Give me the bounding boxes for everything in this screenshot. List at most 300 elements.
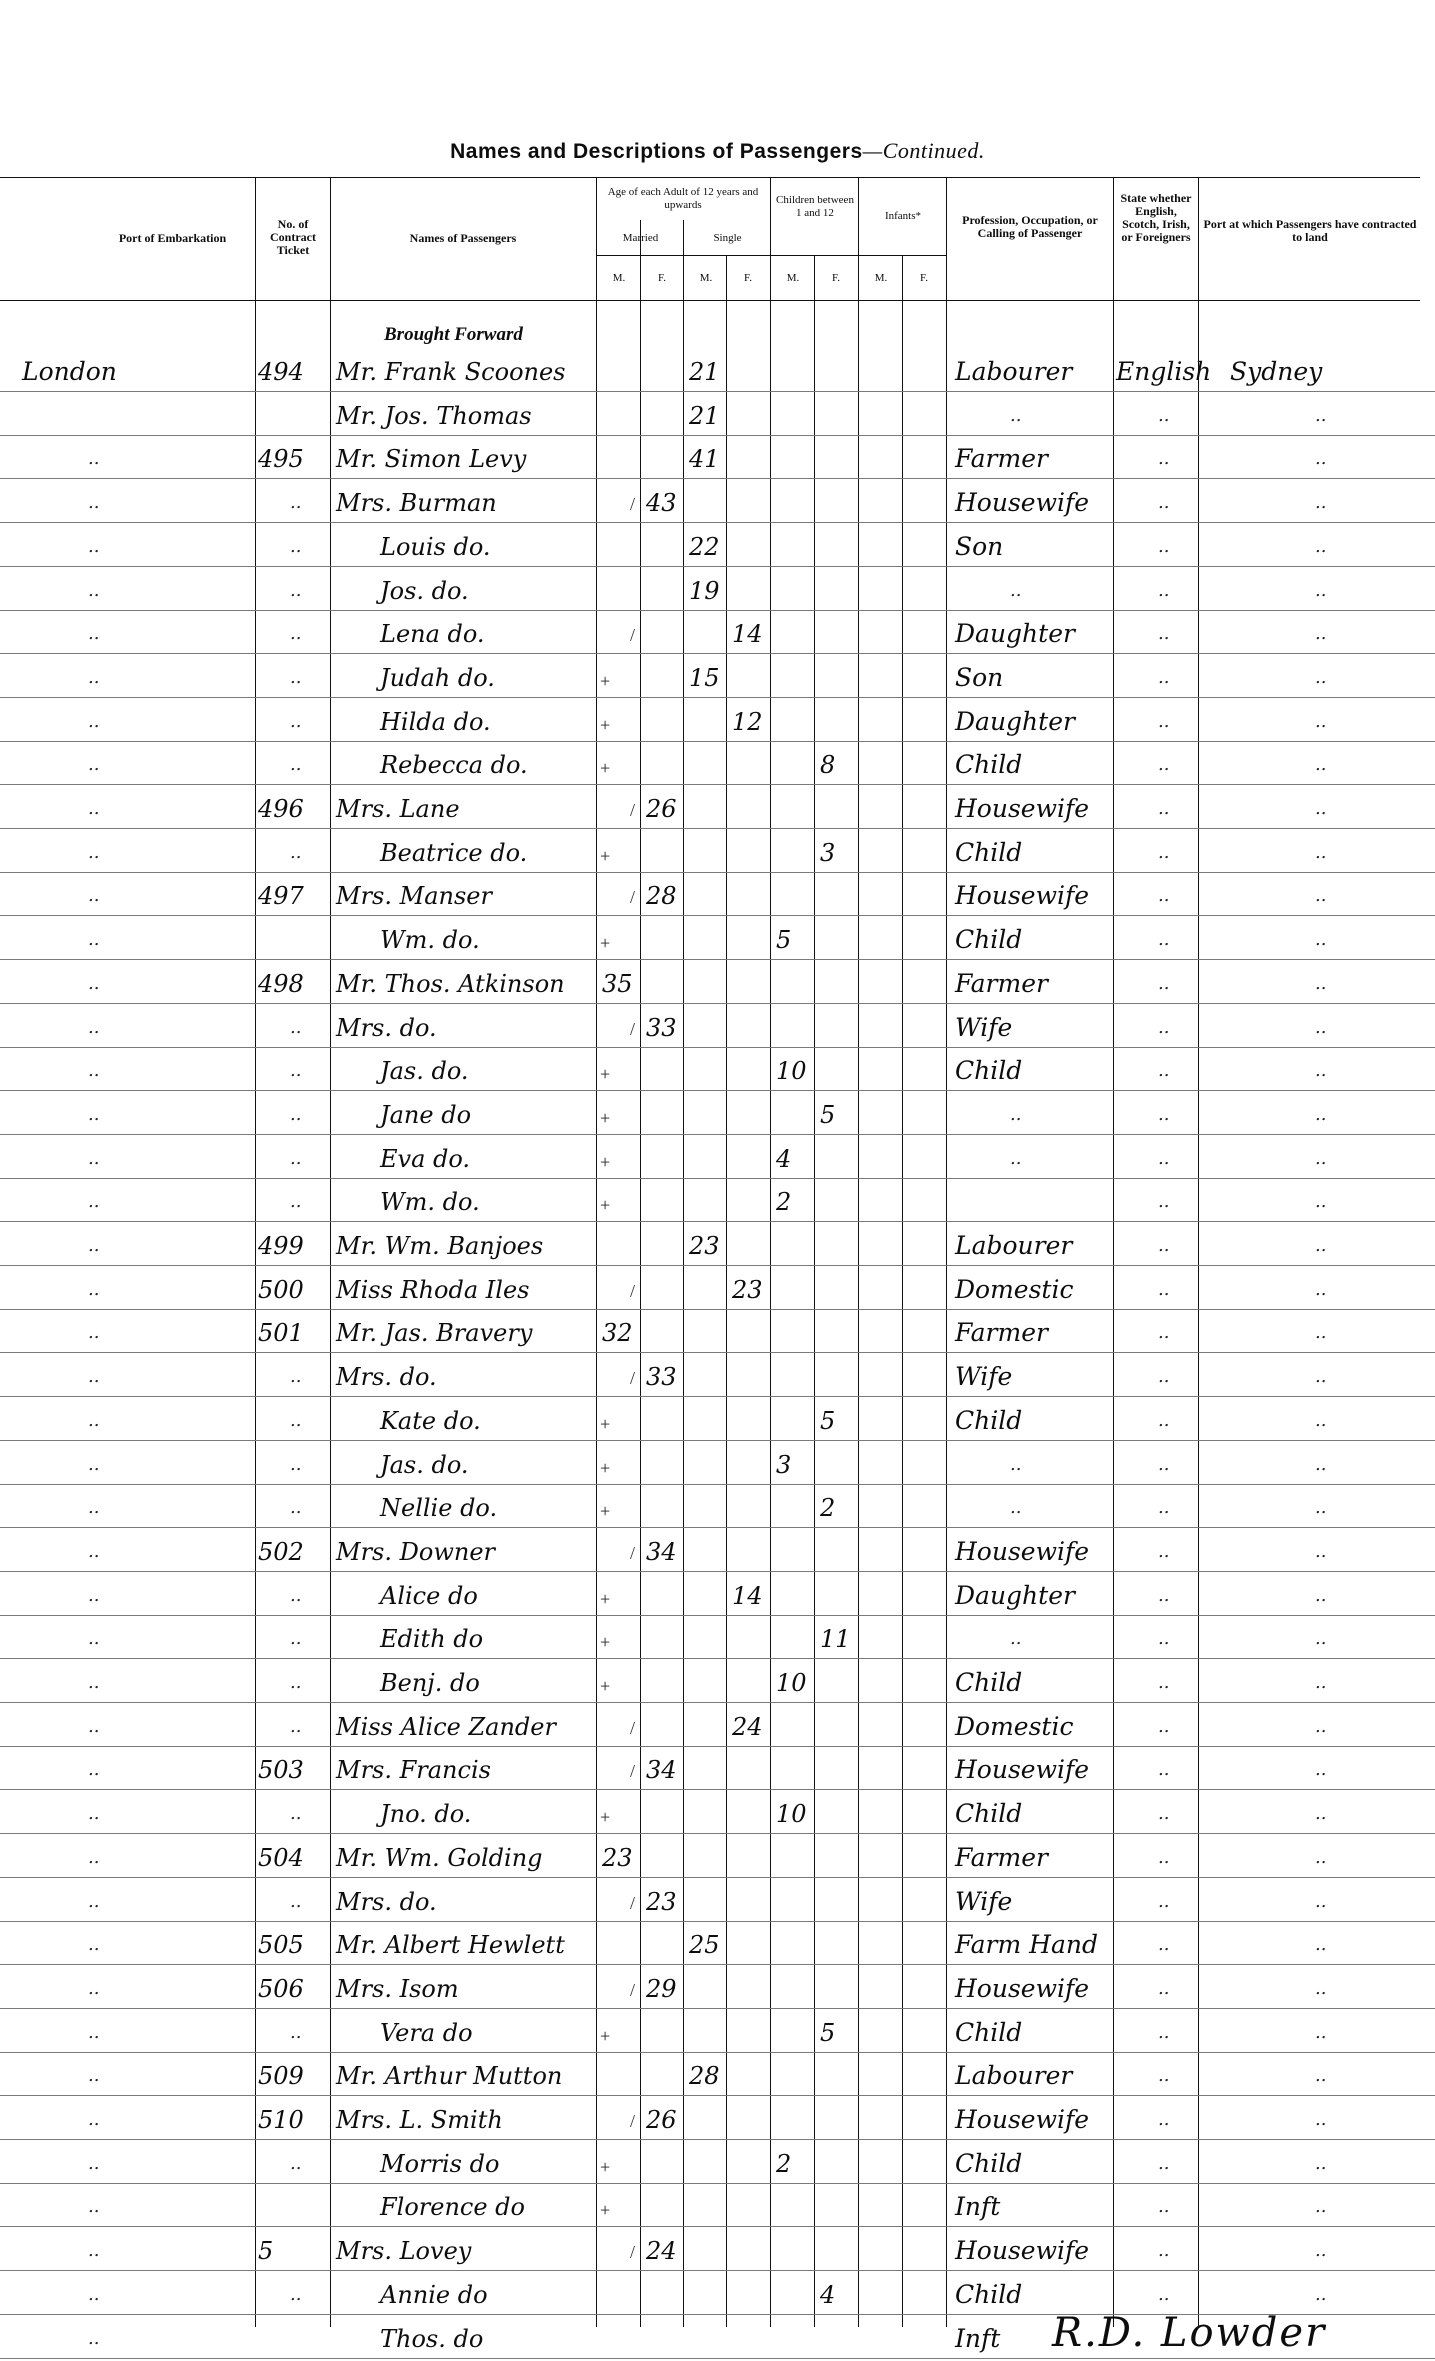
passenger-name-cell: Lena do.: [380, 620, 485, 649]
port-embarkation-cell: ..: [88, 2021, 100, 2043]
cross-mark: +: [600, 1413, 611, 1434]
contract-ticket-cell: 498: [258, 969, 304, 998]
port-land-cell: ..: [1315, 1235, 1327, 1256]
port-land-cell: ..: [1315, 2065, 1327, 2087]
occupation-cell: Housewife: [955, 881, 1090, 911]
state-cell: ..: [1158, 1191, 1170, 1213]
passenger-name-cell: Hilda do.: [380, 707, 491, 736]
document-title: [0, 138, 1435, 164]
port-embarkation-cell: ..: [88, 2152, 100, 2174]
passenger-name-cell: Thos. do: [380, 2324, 484, 2353]
port-land-cell: Sydney: [1230, 357, 1323, 386]
passenger-name-cell: Edith do: [380, 1625, 484, 1654]
port-embarkation-cell: ..: [88, 1497, 100, 1519]
occupation-cell: Child: [955, 1668, 1023, 1697]
passenger-name-cell: Rebecca do.: [380, 751, 528, 780]
row-rule: [0, 1484, 1435, 1485]
contract-ticket-cell: ..: [290, 579, 302, 601]
state-cell: ..: [1158, 1497, 1170, 1519]
contract-ticket-cell: 495: [258, 445, 304, 474]
state-cell: ..: [1158, 1453, 1170, 1475]
occupation-cell: Farmer: [955, 444, 1048, 474]
age-cell: 34: [646, 1537, 677, 1566]
state-cell: ..: [1158, 2109, 1170, 2130]
port-land-cell: ..: [1315, 448, 1327, 470]
port-embarkation-cell: ..: [88, 1366, 100, 1388]
contract-ticket-cell: 497: [258, 882, 304, 911]
header-bottom-rule: [0, 300, 1420, 301]
row-rule: [0, 478, 1435, 479]
port-land-cell: ..: [1315, 1366, 1327, 1388]
contract-ticket-cell: ..: [290, 1890, 302, 1912]
age-cell: 19: [689, 576, 720, 605]
cross-mark: +: [600, 845, 611, 866]
occupation-cell: Child: [955, 1799, 1023, 1829]
state-cell: ..: [1158, 1060, 1170, 1082]
header-married-m: M.: [612, 272, 626, 284]
col-divider-occupation: [946, 177, 947, 2327]
port-embarkation-cell: ..: [88, 929, 100, 951]
state-cell: ..: [1158, 1672, 1170, 1693]
cross-mark: +: [600, 1195, 611, 1216]
port-land-cell: ..: [1315, 841, 1327, 863]
port-embarkation-cell: ..: [88, 1628, 100, 1650]
state-cell: ..: [1158, 1103, 1170, 1125]
passenger-name-cell: Benj. do: [380, 1669, 480, 1697]
occupation-cell: Child: [955, 2017, 1023, 2047]
age-cell: 23: [689, 1232, 720, 1260]
col-divider-single-m: [683, 220, 684, 2327]
port-embarkation-cell: ..: [88, 1235, 100, 1256]
occupation-cell: Wife: [955, 1012, 1013, 1042]
port-embarkation-cell: ..: [88, 1584, 100, 1606]
row-rule: [0, 2052, 1435, 2053]
port-embarkation-cell: ..: [88, 448, 100, 470]
occupation-cell: Child: [955, 2279, 1023, 2309]
tick-mark: /: [630, 800, 636, 820]
contract-ticket-cell: ..: [290, 1715, 302, 1737]
port-embarkation-cell: ..: [88, 1191, 100, 1213]
row-rule: [0, 1527, 1435, 1528]
port-embarkation-cell: ..: [88, 1060, 100, 1082]
state-cell: ..: [1158, 1715, 1170, 1737]
age-cell: 32: [602, 1319, 633, 1348]
tick-mark: /: [630, 494, 636, 515]
contract-ticket-cell: 506: [258, 1974, 304, 2003]
age-cell: 4: [820, 2280, 836, 2309]
passenger-name-cell: Mr. Wm. Banjoes: [336, 1232, 544, 1260]
row-rule: [0, 1571, 1435, 1572]
state-cell: ..: [1158, 623, 1170, 645]
occupation-cell: ..: [1010, 1453, 1022, 1475]
port-embarkation-cell: ..: [88, 885, 100, 907]
passenger-name-cell: Mrs. Francis: [336, 1756, 491, 1785]
passenger-name-cell: Mr. Arthur Mutton: [336, 2062, 563, 2091]
passenger-name-cell: Miss Alice Zander: [336, 1712, 556, 1741]
header-mf-rule: [596, 255, 946, 256]
header-children: Children between 1 and 12: [776, 194, 854, 219]
contract-ticket-cell: 505: [258, 1931, 304, 1960]
occupation-cell: Farmer: [955, 1318, 1048, 1348]
contract-ticket-cell: 5: [258, 2237, 274, 2266]
row-rule: [0, 1789, 1435, 1790]
passenger-name-cell: Mrs. Lovey: [336, 2237, 472, 2266]
age-cell: 21: [689, 401, 720, 430]
state-cell: ..: [1158, 1366, 1170, 1388]
passenger-name-cell: Annie do: [380, 2280, 488, 2309]
occupation-cell: Labourer: [955, 2061, 1073, 2091]
passenger-name-cell: Mr. Thos. Atkinson: [336, 969, 565, 998]
occupation-cell: Child: [955, 837, 1023, 867]
row-rule: [0, 2358, 1435, 2359]
contract-ticket-cell: ..: [290, 841, 302, 863]
contract-ticket-cell: ..: [290, 1016, 302, 1038]
passenger-name-cell: Mrs. Burman: [336, 489, 497, 518]
header-infants-f: F.: [920, 272, 928, 284]
row-rule: [0, 1134, 1435, 1135]
port-embarkation-cell: ..: [88, 1322, 100, 1344]
contract-ticket-cell: ..: [290, 1803, 302, 1825]
occupation-cell: Housewife: [955, 488, 1090, 518]
col-divider-infants-m: [858, 177, 859, 2327]
port-land-cell: ..: [1315, 1628, 1327, 1650]
row-rule: [0, 1396, 1435, 1397]
port-embarkation-cell: ..: [88, 1934, 100, 1956]
occupation-cell: Child: [955, 1056, 1023, 1086]
state-cell: ..: [1158, 929, 1170, 951]
passenger-name-cell: Beatrice do.: [380, 838, 528, 867]
occupation-cell: ..: [1010, 1147, 1022, 1169]
occupation-cell: Farmer: [955, 968, 1048, 998]
passenger-name-cell: Louis do.: [380, 532, 491, 561]
age-cell: 26: [646, 795, 677, 823]
row-rule: [0, 915, 1435, 916]
age-cell: 23: [646, 1887, 677, 1916]
col-divider-port-land: [1198, 177, 1199, 2327]
port-embarkation-cell: ..: [88, 1103, 100, 1125]
port-land-cell: ..: [1315, 1103, 1327, 1125]
row-rule: [0, 2139, 1435, 2140]
contract-ticket-cell: 503: [258, 1756, 304, 1785]
passenger-name-cell: Jos. do.: [380, 576, 469, 605]
cross-mark: +: [600, 670, 611, 691]
col-divider-names: [330, 177, 331, 2327]
cross-mark: +: [600, 1807, 611, 1828]
cross-mark: +: [600, 1107, 611, 1128]
occupation-cell: Son: [955, 531, 1004, 561]
state-cell: ..: [1158, 2283, 1170, 2305]
age-cell: 43: [646, 489, 677, 518]
cross-mark: +: [600, 1588, 611, 1609]
port-land-cell: ..: [1315, 2021, 1327, 2043]
age-cell: 28: [646, 882, 677, 911]
port-embarkation-cell: ..: [88, 2327, 100, 2349]
age-cell: 34: [646, 1756, 677, 1785]
passenger-name-cell: Mr. Simon Levy: [336, 445, 527, 474]
state-cell: ..: [1158, 2065, 1170, 2087]
occupation-cell: Housewife: [955, 1755, 1090, 1785]
cross-mark: +: [600, 714, 611, 735]
occupation-cell: Daughter: [955, 1580, 1075, 1610]
passenger-name-cell: Mrs. Lane: [336, 795, 460, 823]
passenger-name-cell: Jas. do.: [380, 1057, 469, 1086]
port-land-cell: ..: [1315, 1803, 1327, 1825]
row-rule: [0, 522, 1435, 523]
age-cell: 33: [646, 1363, 677, 1392]
port-land-cell: ..: [1315, 1191, 1327, 1213]
port-embarkation-cell: ..: [88, 492, 100, 514]
title-dash: —: [862, 138, 883, 163]
port-land-cell: ..: [1315, 1540, 1327, 1562]
port-embarkation-cell: ..: [88, 1890, 100, 1912]
occupation-cell: Daughter: [955, 706, 1075, 736]
passenger-name-cell: Alice do: [380, 1581, 478, 1610]
port-land-cell: ..: [1315, 1672, 1327, 1693]
col-divider-ticket: [255, 177, 256, 2327]
port-embarkation-cell: ..: [88, 2196, 100, 2218]
contract-ticket-cell: ..: [290, 1366, 302, 1388]
age-cell: 11: [820, 1625, 851, 1654]
port-embarkation-cell: ..: [88, 1759, 100, 1781]
port-embarkation-cell: ..: [88, 1715, 100, 1737]
contract-ticket-cell: ..: [290, 2152, 302, 2174]
row-rule: [0, 959, 1435, 960]
state-cell: ..: [1158, 1235, 1170, 1256]
age-cell: 35: [602, 969, 633, 998]
occupation-cell: Domestic: [955, 1711, 1074, 1741]
occupation-cell: Labourer: [955, 357, 1073, 386]
contract-ticket-cell: ..: [290, 1409, 302, 1431]
port-embarkation-cell: ..: [88, 666, 100, 688]
passenger-name-cell: Mr. Wm. Golding: [336, 1843, 543, 1872]
row-rule: [0, 1221, 1435, 1222]
occupation-cell: ..: [1010, 404, 1022, 426]
state-cell: ..: [1158, 1322, 1170, 1344]
port-land-cell: ..: [1315, 579, 1327, 601]
age-cell: 4: [776, 1144, 792, 1173]
port-land-cell: ..: [1315, 798, 1327, 819]
age-cell: 5: [820, 1100, 836, 1129]
contract-ticket-cell: ..: [290, 1628, 302, 1650]
port-land-cell: ..: [1315, 2283, 1327, 2305]
occupation-cell: ..: [1010, 1628, 1022, 1650]
header-age-adult: Age of each Adult of 12 years and upwards: [607, 186, 759, 211]
header-single-m: M.: [699, 272, 713, 284]
age-cell: 12: [732, 707, 763, 736]
tick-mark: /: [630, 1542, 636, 1563]
port-land-cell: ..: [1315, 1497, 1327, 1519]
tick-mark: /: [630, 887, 636, 908]
age-cell: 29: [646, 1974, 677, 2003]
contract-ticket-cell: 502: [258, 1537, 304, 1566]
port-embarkation-cell: ..: [88, 1147, 100, 1169]
state-cell: ..: [1158, 2021, 1170, 2043]
cross-mark: +: [600, 758, 611, 779]
age-cell: 5: [820, 2018, 836, 2047]
cross-mark: +: [600, 1676, 611, 1696]
port-land-cell: ..: [1315, 535, 1327, 557]
port-land-cell: ..: [1315, 2109, 1327, 2130]
row-rule: [0, 828, 1435, 829]
cross-mark: +: [600, 1064, 611, 1085]
port-embarkation-cell: ..: [88, 1803, 100, 1825]
passenger-name-cell: Vera do: [380, 2018, 473, 2047]
age-cell: 28: [689, 2062, 720, 2091]
contract-ticket-cell: 499: [258, 1232, 304, 1260]
age-cell: 5: [820, 1406, 836, 1435]
age-cell: 3: [776, 1450, 792, 1479]
port-land-cell: ..: [1315, 929, 1327, 951]
row-rule: [0, 1309, 1435, 1310]
passenger-name-cell: Florence do: [380, 2193, 525, 2222]
port-embarkation-cell: ..: [88, 1672, 100, 1693]
port-land-cell: ..: [1315, 2196, 1327, 2218]
passenger-name-cell: Mrs. do.: [336, 1887, 437, 1916]
age-cell: 10: [776, 1057, 807, 1086]
state-cell: ..: [1158, 1934, 1170, 1956]
passenger-name-cell: Jane do: [380, 1100, 472, 1129]
contract-ticket-cell: ..: [290, 1584, 302, 1606]
age-cell: 3: [820, 838, 836, 867]
occupation-cell: Inft: [955, 2192, 1001, 2222]
age-cell: 25: [689, 1931, 720, 1960]
row-rule: [0, 1178, 1435, 1179]
occupation-cell: ..: [1010, 579, 1022, 601]
passenger-name-cell: Mr. Jos. Thomas: [336, 401, 532, 430]
state-cell: ..: [1158, 492, 1170, 514]
state-cell: ..: [1158, 841, 1170, 863]
occupation-cell: Child: [955, 925, 1023, 955]
port-land-cell: ..: [1315, 1715, 1327, 1737]
occupation-cell: ..: [1010, 1497, 1022, 1519]
row-rule: [0, 1090, 1435, 1091]
header-port-land: Port at which Passengers have contracted to land: [1203, 217, 1417, 244]
row-rule: [0, 1615, 1435, 1616]
state-cell: ..: [1158, 1846, 1170, 1868]
age-cell: 24: [646, 2237, 677, 2266]
row-rule: [0, 784, 1435, 785]
tick-mark: /: [630, 1368, 636, 1389]
row-rule: [0, 2008, 1435, 2009]
row-rule: [0, 2183, 1435, 2184]
contract-ticket-cell: ..: [290, 710, 302, 732]
occupation-cell: Wife: [955, 1362, 1013, 1392]
state-cell: ..: [1158, 710, 1170, 732]
port-embarkation-cell: ..: [88, 1409, 100, 1431]
age-cell: 21: [689, 358, 720, 386]
port-land-cell: ..: [1315, 1016, 1327, 1038]
cross-mark: +: [600, 1501, 611, 1522]
contract-ticket-cell: 501: [258, 1319, 304, 1348]
occupation-cell: Housewife: [955, 794, 1090, 823]
age-cell: 23: [602, 1843, 633, 1872]
state-cell: ..: [1158, 798, 1170, 819]
port-land-cell: ..: [1315, 492, 1327, 514]
header-children-m: M.: [786, 272, 800, 284]
row-rule: [0, 391, 1435, 392]
contract-ticket-cell: 504: [258, 1843, 304, 1872]
passenger-name-cell: Wm. do.: [380, 926, 480, 955]
occupation-cell: Daughter: [955, 619, 1075, 649]
state-cell: ..: [1158, 1890, 1170, 1912]
contract-ticket-cell: 510: [258, 2106, 304, 2134]
passenger-name-cell: Mrs. L. Smith: [336, 2106, 503, 2134]
cross-mark: +: [600, 2156, 611, 2177]
row-rule: [0, 872, 1435, 873]
occupation-cell: Child: [955, 1405, 1023, 1435]
age-cell: 2: [776, 1188, 792, 1217]
state-cell: ..: [1158, 1409, 1170, 1431]
port-land-cell: ..: [1315, 1147, 1327, 1169]
state-cell: ..: [1158, 1977, 1170, 1999]
occupation-cell: Farmer: [955, 1842, 1048, 1872]
port-land-cell: ..: [1315, 754, 1327, 776]
port-embarkation-cell: ..: [88, 1977, 100, 1999]
contract-ticket-cell: ..: [290, 1103, 302, 1125]
row-rule: [0, 435, 1435, 436]
contract-ticket-cell: ..: [290, 2021, 302, 2043]
row-rule: [0, 1964, 1435, 1965]
port-embarkation-cell: ..: [88, 2065, 100, 2087]
state-cell: ..: [1158, 535, 1170, 557]
header-state-whether: State whether English, Scotch, Irish, or Foreigners: [1120, 191, 1192, 244]
port-embarkation-cell: ..: [88, 1453, 100, 1475]
state-cell: ..: [1158, 448, 1170, 470]
col-divider-married-f: [640, 220, 641, 2327]
port-embarkation-cell: ..: [88, 2240, 100, 2262]
passenger-name-cell: Mrs. Isom: [336, 1974, 459, 2003]
contract-ticket-cell: ..: [290, 1672, 302, 1693]
port-land-cell: ..: [1315, 1584, 1327, 1606]
header-married: Married: [622, 232, 659, 244]
occupation-cell: Housewife: [955, 2236, 1090, 2266]
contract-ticket-cell: ..: [290, 1191, 302, 1213]
occupation-cell: ..: [1010, 1103, 1022, 1125]
row-rule: [0, 1352, 1435, 1353]
header-infants-m: M.: [874, 272, 888, 284]
port-embarkation-cell: ..: [88, 710, 100, 732]
contract-ticket-cell: ..: [290, 1453, 302, 1475]
header-children-f: F.: [832, 272, 840, 284]
age-cell: 15: [689, 663, 720, 692]
contract-ticket-cell: ..: [290, 1060, 302, 1082]
header-infants: Infants*: [884, 210, 922, 222]
port-land-cell: ..: [1315, 2240, 1327, 2262]
age-cell: 5: [776, 926, 792, 955]
state-cell: ..: [1158, 754, 1170, 776]
row-rule: [0, 2270, 1435, 2271]
row-rule: [0, 1658, 1435, 1659]
occupation-cell: Housewife: [955, 1973, 1090, 2003]
state-cell: ..: [1158, 972, 1170, 994]
header-names: Names of Passengers: [409, 231, 517, 245]
state-cell: ..: [1158, 2152, 1170, 2174]
passenger-name-cell: Eva do.: [380, 1144, 471, 1173]
age-cell: 24: [732, 1712, 763, 1741]
row-rule: [0, 566, 1435, 567]
port-land-cell: ..: [1315, 404, 1327, 426]
cross-mark: +: [600, 2025, 611, 2046]
age-cell: 41: [689, 445, 720, 474]
cross-mark: +: [600, 1151, 611, 1172]
state-cell: ..: [1158, 2196, 1170, 2218]
header-single-f: F.: [744, 272, 752, 284]
contract-ticket-cell: ..: [290, 623, 302, 645]
contract-ticket-cell: 500: [258, 1275, 304, 1304]
header-married-f: F.: [658, 272, 666, 284]
state-cell: ..: [1158, 1803, 1170, 1825]
passenger-name-cell: Mr. Frank Scoones: [336, 358, 566, 386]
